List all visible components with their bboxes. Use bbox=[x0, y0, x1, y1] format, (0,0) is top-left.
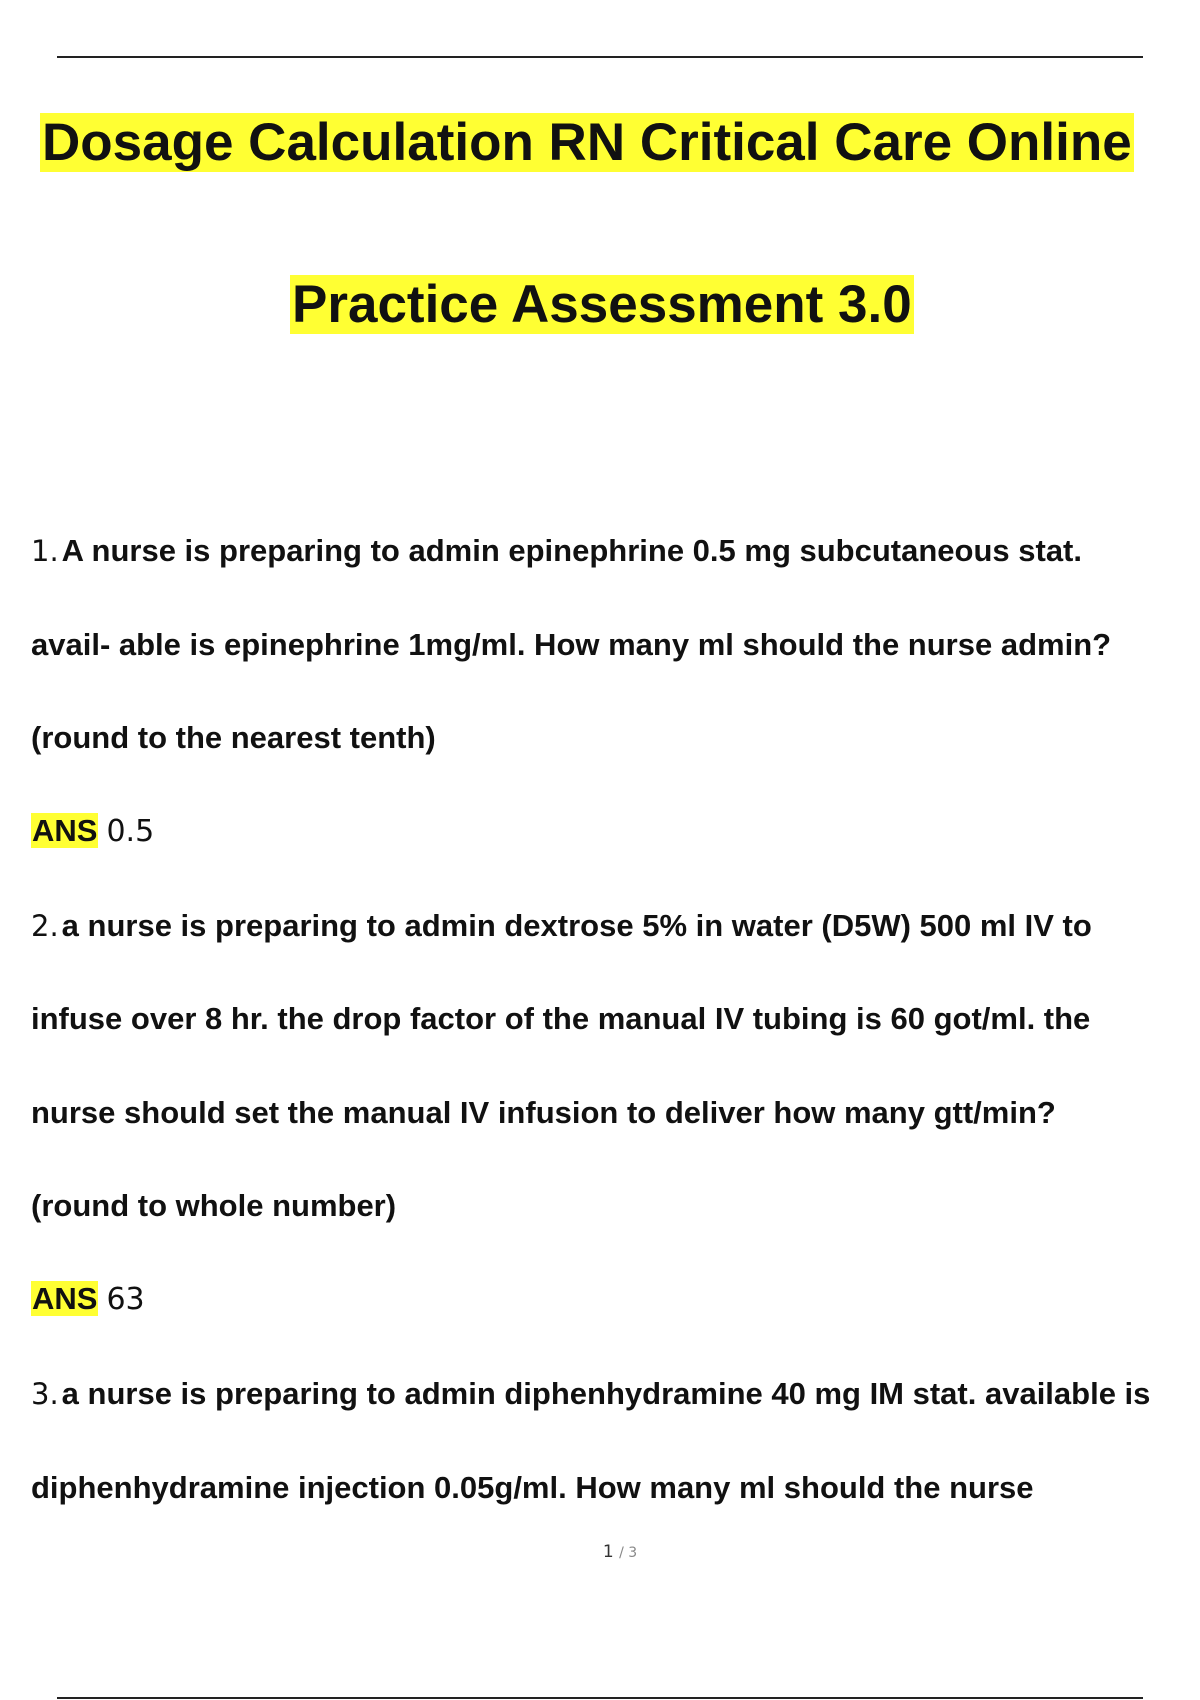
bottom-rule bbox=[57, 1697, 1143, 1699]
question-1-line-1 bbox=[31, 531, 1082, 571]
question-3-line-1 bbox=[31, 1374, 1150, 1414]
question-1-line-2 bbox=[31, 625, 1111, 665]
title-highlight-1: Dosage Calculation RN Critical Care Online bbox=[42, 113, 1132, 172]
question-3-text-2: diphenhydramine injection 0.05g/ml. How many ml should the nurse bbox=[31, 1470, 1034, 1505]
question-2-text-4: (round to whole number) bbox=[31, 1188, 397, 1223]
question-1-line-3 bbox=[31, 718, 436, 758]
question-2-line-3 bbox=[31, 1093, 1056, 1133]
page-number bbox=[0, 1542, 1200, 1562]
document-title-line-1 bbox=[40, 110, 1134, 176]
question-1-text-2: avail- able is epinephrine 1mg/ml. How many ml should the nurse admin? bbox=[31, 627, 1112, 662]
document-title-line-2 bbox=[290, 272, 914, 338]
top-rule bbox=[57, 56, 1143, 58]
current-page: 1 bbox=[602, 1542, 614, 1562]
question-2-text-2: infuse over 8 hr. the drop factor of the manual IV tubing is 60 got/ml. the bbox=[31, 1001, 1091, 1036]
question-2-line-1 bbox=[31, 906, 1092, 946]
question-3-number: 3. bbox=[31, 1377, 59, 1411]
question-2-text-3: nurse should set the manual IV infusion to deliver how many gtt/min? bbox=[31, 1095, 1056, 1130]
question-3-line-2 bbox=[31, 1468, 1034, 1508]
question-2-number: 2. bbox=[31, 909, 59, 943]
question-2-answer bbox=[31, 1279, 145, 1320]
question-1-number: 1. bbox=[31, 534, 59, 568]
question-1-text-1: A nurse is preparing to admin epinephrine 0.5 mg subcutaneous stat. bbox=[61, 533, 1082, 568]
total-pages: / 3 bbox=[619, 1545, 638, 1561]
question-2-line-4 bbox=[31, 1186, 396, 1226]
answer-value-1: 0.5 bbox=[106, 814, 155, 849]
answer-label-1: ANS bbox=[32, 813, 98, 848]
question-2-line-2 bbox=[31, 999, 1090, 1039]
question-1-text-3: (round to the nearest tenth) bbox=[31, 720, 436, 755]
question-1-answer bbox=[31, 811, 154, 852]
answer-label-2: ANS bbox=[32, 1281, 98, 1316]
question-3-text-1: a nurse is preparing to admin diphenhydramine 40 mg IM stat. available is bbox=[61, 1376, 1151, 1411]
title-highlight-2: Practice Assessment 3.0 bbox=[292, 275, 912, 334]
answer-value-2: 63 bbox=[106, 1282, 145, 1317]
question-2-text-1: a nurse is preparing to admin dextrose 5% in water (D5W) 500 ml IV to bbox=[61, 908, 1092, 943]
